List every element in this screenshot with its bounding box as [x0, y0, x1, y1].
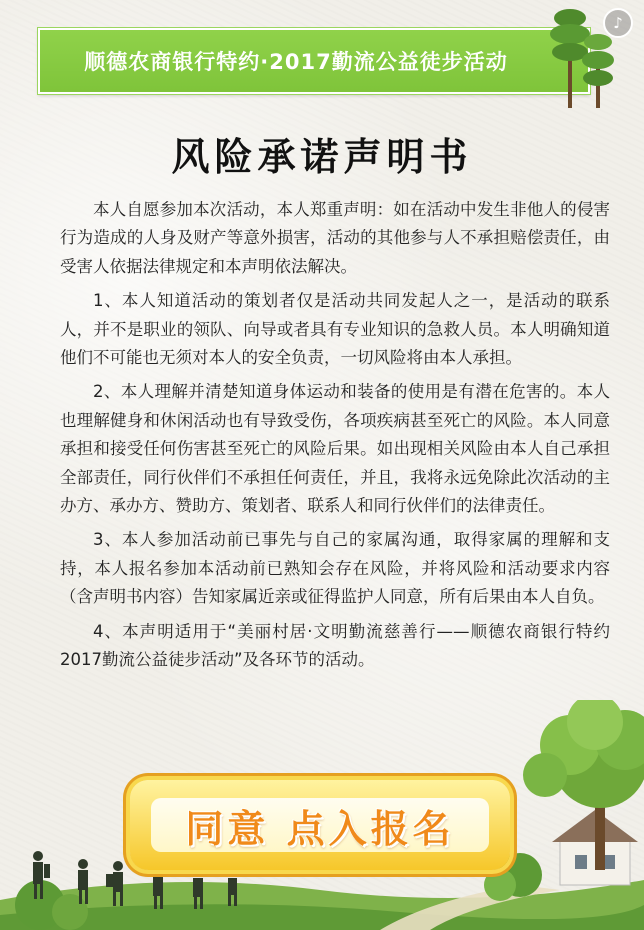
statement-body	[60, 196, 610, 681]
page-title: 风险承诺声明书	[171, 135, 473, 179]
statement-paragraph: 4、本声明适用于“美丽村居·文明勤流慈善行——顺德农商银行特约2017勤流公益徒步活动”及各环节的活动。	[60, 621, 610, 670]
event-banner	[38, 28, 590, 94]
agree-register-button-inner[interactable]	[151, 798, 489, 852]
banner-title: 顺德农商银行特约·2017勤流公益徒步活动	[84, 50, 508, 74]
agree-register-button[interactable]	[130, 780, 510, 870]
agree-register-label: 同意 点入报名	[185, 806, 455, 851]
statement-paragraph: 本人自愿参加本次活动，本人郑重声明：如在活动中发生非他人的侵害行为造成的人身及财产等意外损害，活动的其他参与人不承担赔偿责任，由受害人依据法律规定和本声明依法解决。	[60, 200, 610, 276]
statement-paragraph: 1、本人知道活动的策划者仅是活动共同发起人之一，是活动的联系人，并不是职业的领队、向导或者具有专业知识的急救人员。本人明确知道他们不可能也无须对本人的安全负责，一切风险将由本人承担。	[60, 291, 610, 368]
statement-paragraph: 3、本人参加活动前已事先与自己的家属沟通，取得家属的理解和支持，本人报名参加本活动前已熟知会存在风险，并将风险和活动要求内容（含声明书内容）告知家属近亲或征得监护人同意，所有后果由本人自负。	[60, 530, 610, 607]
statement-paragraph: 2、本人理解并清楚知道身体运动和装备的使用是有潜在危害的。本人也理解健身和休闲活动也有导致受伤，各项疾病甚至死亡的风险。本人同意承担和接受任何伤害甚至死亡的风险后果。如出现相关风险由本人自己承担全部责任，同行伙伴们不承担任何责任，并且，我将永远免除此次活动的主办方、承办方、赞助方、策划者、联系人和同行伙伴们的法律责任。	[60, 382, 610, 516]
music-note-icon: ♪	[613, 13, 623, 32]
music-toggle-button[interactable]	[603, 8, 633, 38]
